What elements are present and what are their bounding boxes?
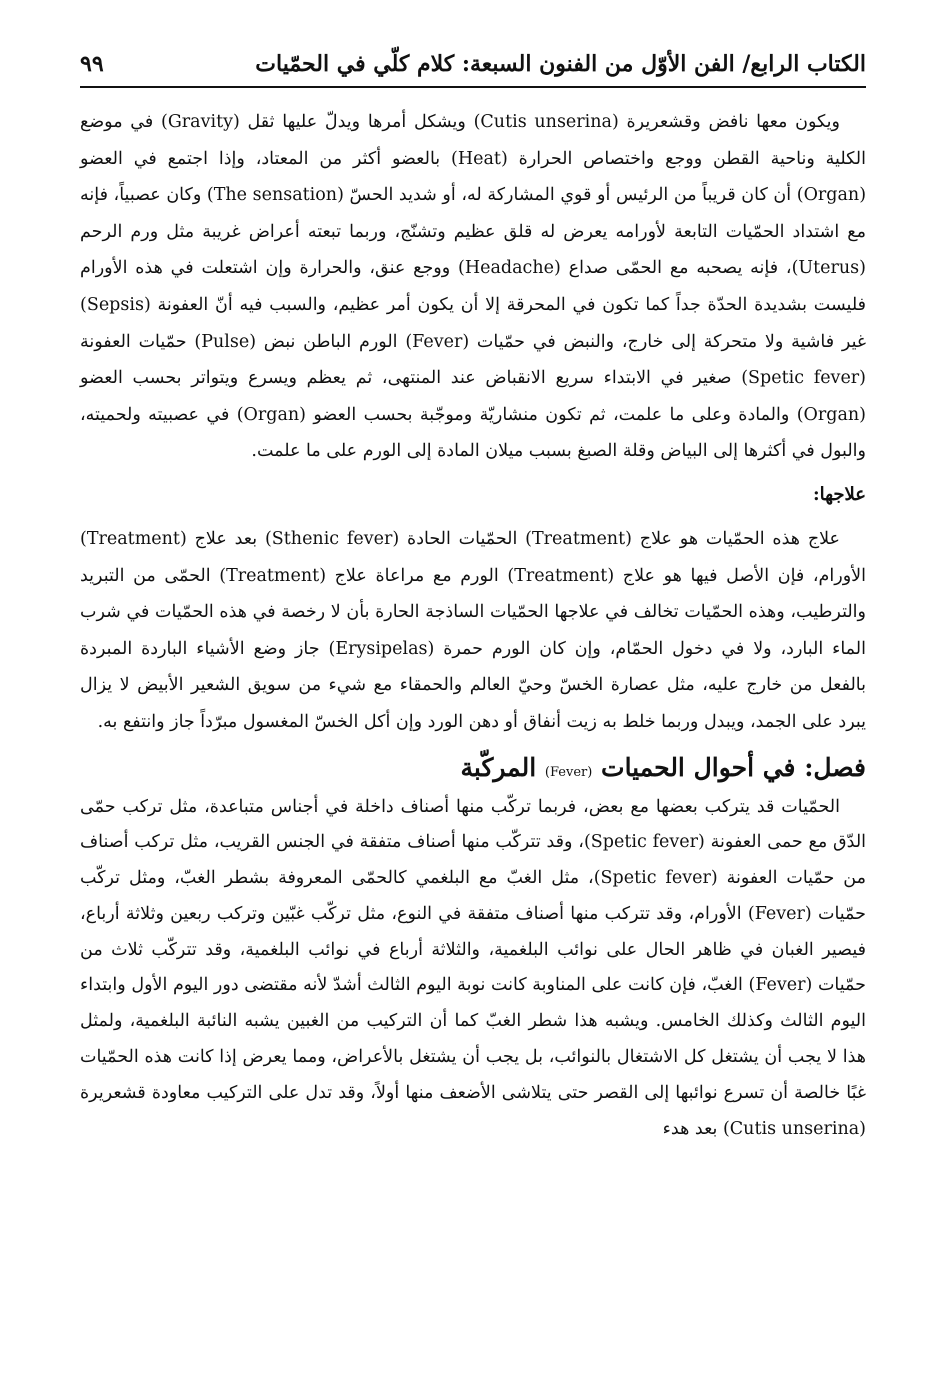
running-title: الكتاب الرابع/ الفن الأوّل من الفنون السبعة: كلام كلّي في الحمّيات [255,51,866,77]
section-heading [80,753,866,782]
section-heading-end: المركّبة [460,752,537,782]
section-heading-term: (Fever) [544,764,593,780]
page-number: ٩٩ [80,51,104,77]
paragraph-compound-fevers: الحمّيات قد يتركب بعضها مع بعض، فربما تركّب منها أصناف داخلة في أجناس متباعدة، مثل تركب حمّى الدّق مع حمى العفونة (Spetic fever)، وقد تتركّب منها أصناف متفقة في الجنس القريب، مثل تركب أصناف من حمّيات العفونة (Spetic fever)، مثل الغبّ مع البلغمي كالحمّى المعروفة بشطر الغبّ، ومثل تركّب حمّيات (Fever) الأورام، وقد تتركب منها أصناف متفقة في النوع، مثل تركّب غبّين وتركب ربعين وثلاثة أرباع، فيصير الغبان في ظاهر الحال على نوائب البلغمية، والثلاثة أرباع في نوائب البلغمية، وقد تتركّب ثلاث من حمّيات (Fever) الغبّ، فإن كانت على المناوبة كانت نوبة اليوم الثالث أشدّ لأنه مقتضى دور اليوم الأول وابتداء اليوم الثالث وكذلك الخامس. ويشبه هذا شطر الغبّ كما أن التركيب من الغبين يشبه النائبة البلغمية، ولمثل هذا لا يجب أن يشتغل كل الاشتغال بالنوائب، بل يجب أن يشتغل بالأعراض، ومما يعرض إذا كانت هذه الحمّيات غبًا خالصة أن تسرع نوائبها إلى القصر حتى يتلاشى الأضعف منها أولاً، وقد تدل على التركيب معاودة قشعريرة (Cutis unserina) بعد هدء [80,796,867,1139]
header-rule [80,86,866,88]
section-heading-main: فصل: في أحوال الحميات [601,752,866,782]
page-body [80,104,866,1147]
paragraph-treatment: علاج هذه الحمّيات هو علاج (Treatment) الحمّيات الحادة (Sthenic fever) بعد علاج (Treatment) الأورام، فإن الأصل فيها هو علاج (Treatment) الورم مع مراعاة علاج (Treatment) الحمّى من التبريد والترطيب، وهذه الحمّيات تخالف في علاجها الحمّيات الساذجة الحارة بأن لا رخصة في هذه الحمّيات في شرب الماء البارد، ولا في دخول الحمّام، وإن كان الورم حمرة (Erysipelas) جاز وضع الأشياء الباردة المبردة بالفعل من خارج عليه، مثل عصارة الخسّ وحيّ العالم والحمقاء مع شيء من سويق الشعير الأبيض لا يزال يبرد على الجمد، ويبدل وربما خلط به زيت أنفاق أو دهن الورد وإن أكل الخسّ المغسول مبرّداً جاز وانتفع به. [80,528,866,732]
paragraph-symptoms: ويكون معها نافض وقشعريرة (Cutis unserina) ويشكل أمرها ويدلّ عليها ثقل (Gravity) في موضع الكلية وناحية القطن ووجع واختصاص الحرارة (Heat) بالعضو أكثر من المعتاد، وإذا اجتمع في العضو (Organ) أن كان قريباً من الرئيس أو قوي المشاركة له، أو شديد الحسّ (The sensation) وكان عصبياً، فإنه مع اشتداد الحمّيات التابعة لأورامه يعرض له قلق عظيم وتشنّج، وربما تبعته أعراض غريبة مثل ورم الرحم (Uterus)، فإنه يصحبه مع الحمّى صداع (Headache) ووجع عنق، والحرارة وإن اشتعلت في هذه الأورام فليست بشديدة الحدّة جداً كما تكون في المحرقة إلا أن يكون أمر عظيم، والسبب فيه أنّ العفونة (Sepsis) غير فاشية ولا متحركة إلى خارج، والنبض في حمّيات (Fever) الورم الباطن نبض (Pulse) حمّيات العفونة (Spetic fever) صغير في الابتداء سريع الانقباض عند المنتهى، ثم يعظم ويسرع ويتواتر بحسب العضو (Organ) والمادة وعلى ما علمت، ثم تكون منشاريّة وموجّبة بحسب العضو (Organ) في عصبيته ولحميته، والبول في أكثرها إلى البياض وقلة الصبغ بسبب ميلان المادة إلى الورم على ما علمت. [80,112,867,462]
treatment-heading: علاجها: [812,483,866,505]
page-header [80,44,866,84]
